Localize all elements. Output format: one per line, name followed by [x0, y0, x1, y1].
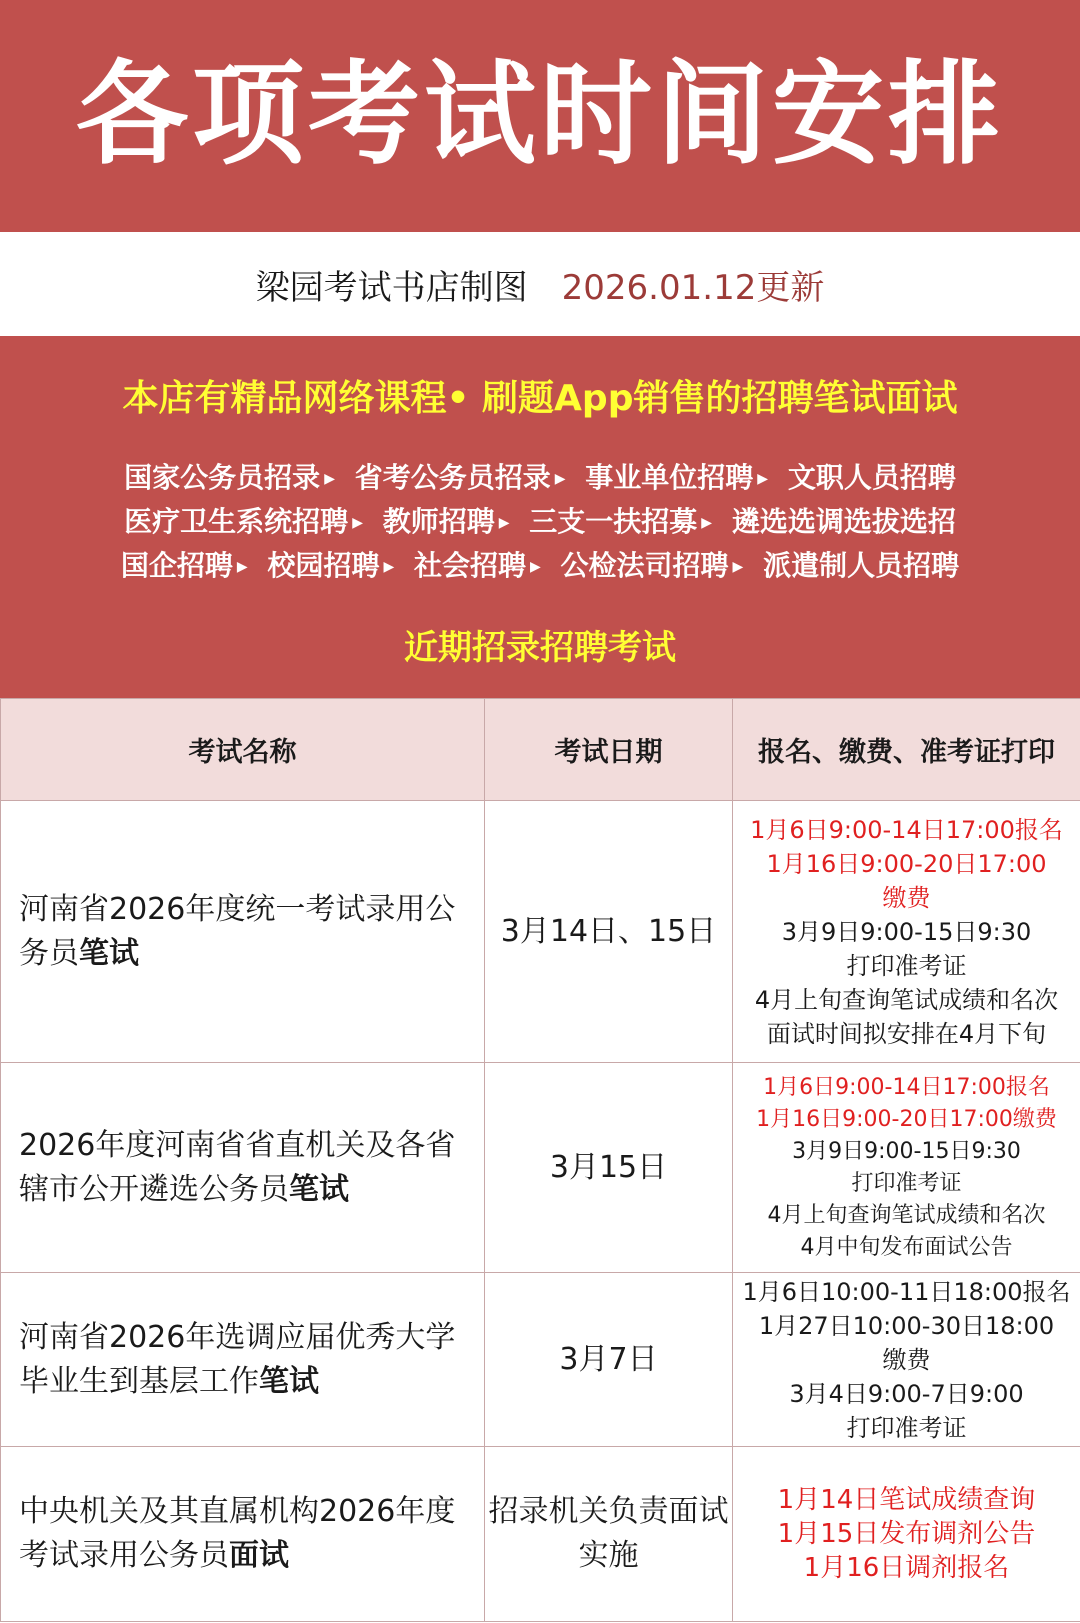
schedule-line: 1月6日9:00-14日17:00报名 — [750, 815, 1063, 844]
schedule-line: 4月上旬查询笔试成绩和名次 — [767, 1202, 1046, 1228]
category-item: 国家公务员招录 — [124, 461, 321, 494]
exam-date: 3月14日、15日 — [485, 801, 733, 1063]
schedule-line: 1月16日9:00-20日17:00 — [766, 849, 1047, 878]
triangle-right-icon: ▶ — [324, 471, 335, 487]
category-item: 公检法司招聘 — [560, 549, 729, 582]
schedule-line: 打印准考证 — [851, 1170, 962, 1196]
schedule-line: 打印准考证 — [846, 951, 967, 980]
col-header-date: 考试日期 — [485, 699, 733, 801]
col-header-schedule: 报名、缴费、准考证打印 — [733, 699, 1080, 801]
category-row-2 — [0, 500, 1080, 545]
col-header-name: 考试名称 — [1, 699, 485, 801]
schedule-line: 1月16日9:00-20日17:00缴费 — [756, 1106, 1057, 1132]
table-row — [1, 801, 1080, 1063]
triangle-right-icon: ▶ — [701, 515, 713, 531]
exam-schedule — [733, 1063, 1080, 1273]
exam-name: 2026年度河南省省直机关及各省辖市公开遴选公务员笔试 — [1, 1063, 485, 1273]
schedule-line: 1月27日10:00-30日18:00 — [758, 1311, 1055, 1340]
sub-bar — [0, 232, 1080, 336]
category-item: 医疗卫生系统招聘 — [124, 505, 349, 538]
exam-schedule — [733, 801, 1080, 1063]
exam-date: 招录机关负责面试实施 — [485, 1447, 733, 1622]
schedule-line: 1月16日调剂报名 — [803, 1553, 1010, 1583]
table-row — [1, 1273, 1080, 1447]
schedule-line: 1月6日9:00-14日17:00报名 — [763, 1074, 1050, 1100]
exam-name: 河南省2026年度统一考试录用公务员笔试 — [1, 801, 485, 1063]
schedule-line: 1月14日笔试成绩查询 — [777, 1485, 1036, 1515]
category-item: 三支一扶招募 — [529, 505, 698, 538]
category-item: 事业单位招聘 — [585, 461, 754, 494]
schedule-line: 4月上旬查询笔试成绩和名次 — [754, 985, 1059, 1014]
category-item: 派遣制人员招聘 — [763, 549, 960, 582]
triangle-right-icon: ▶ — [554, 471, 566, 487]
triangle-right-icon: ▶ — [383, 559, 395, 575]
category-row-1 — [0, 456, 1080, 501]
schedule-line: 4月中旬发布面试公告 — [800, 1234, 1013, 1260]
schedule-line: 缴费 — [882, 1345, 931, 1374]
category-item: 文职人员招聘 — [787, 461, 956, 494]
exam-name: 河南省2026年选调应届优秀大学毕业生到基层工作笔试 — [1, 1273, 485, 1447]
exam-name: 中央机关及其直属机构2026年度考试录用公务员面试 — [1, 1447, 485, 1622]
category-item: 省考公务员招录 — [354, 461, 551, 494]
table-header-row — [1, 699, 1080, 801]
schedule-line: 1月6日10:00-11日18:00报名 — [742, 1277, 1071, 1306]
maker-label: 梁园考试书店制图 — [255, 267, 528, 308]
triangle-right-icon: ▶ — [530, 559, 541, 575]
schedule-line: 面试时间拟安排在4月下旬 — [766, 1019, 1047, 1048]
category-item: 教师招聘 — [382, 505, 495, 538]
category-item: 社会招聘 — [413, 549, 526, 582]
category-item: 遴选选调选拔选招 — [731, 505, 956, 538]
category-item: 校园招聘 — [267, 549, 380, 582]
category-row-3 — [0, 544, 1080, 589]
schedule-line: 1月15日发布调剂公告 — [777, 1519, 1036, 1549]
triangle-right-icon: ▶ — [732, 559, 744, 575]
schedule-line: 3月9日9:00-15日9:30 — [792, 1138, 1021, 1164]
schedule-line: 3月4日9:00-7日9:00 — [789, 1379, 1024, 1408]
exam-schedule — [733, 1447, 1080, 1622]
triangle-right-icon: ▶ — [352, 515, 363, 531]
table-row — [1, 1063, 1080, 1273]
promo-panel — [0, 336, 1080, 698]
page-title: 各项考试时间安排 — [76, 50, 1004, 180]
exam-schedule — [733, 1273, 1080, 1447]
header-banner — [0, 0, 1080, 232]
promo-headline: 本店有精品网络课程• 刷题App销售的招聘笔试面试 — [122, 378, 958, 419]
exam-schedule-table — [0, 698, 1080, 1622]
exam-date: 3月15日 — [485, 1063, 733, 1273]
schedule-line: 打印准考证 — [846, 1413, 967, 1442]
update-date: 2026.01.12更新 — [561, 267, 825, 308]
recent-exams-heading: 近期招录招聘考试 — [404, 628, 676, 668]
exam-date: 3月7日 — [485, 1273, 733, 1447]
schedule-line: 3月9日9:00-15日9:30 — [781, 917, 1032, 946]
table-row — [1, 1447, 1080, 1622]
triangle-right-icon: ▶ — [757, 471, 769, 487]
triangle-right-icon: ▶ — [498, 515, 510, 531]
schedule-line: 缴费 — [882, 883, 931, 912]
category-item: 国企招聘 — [120, 549, 233, 582]
triangle-right-icon: ▶ — [236, 559, 248, 575]
